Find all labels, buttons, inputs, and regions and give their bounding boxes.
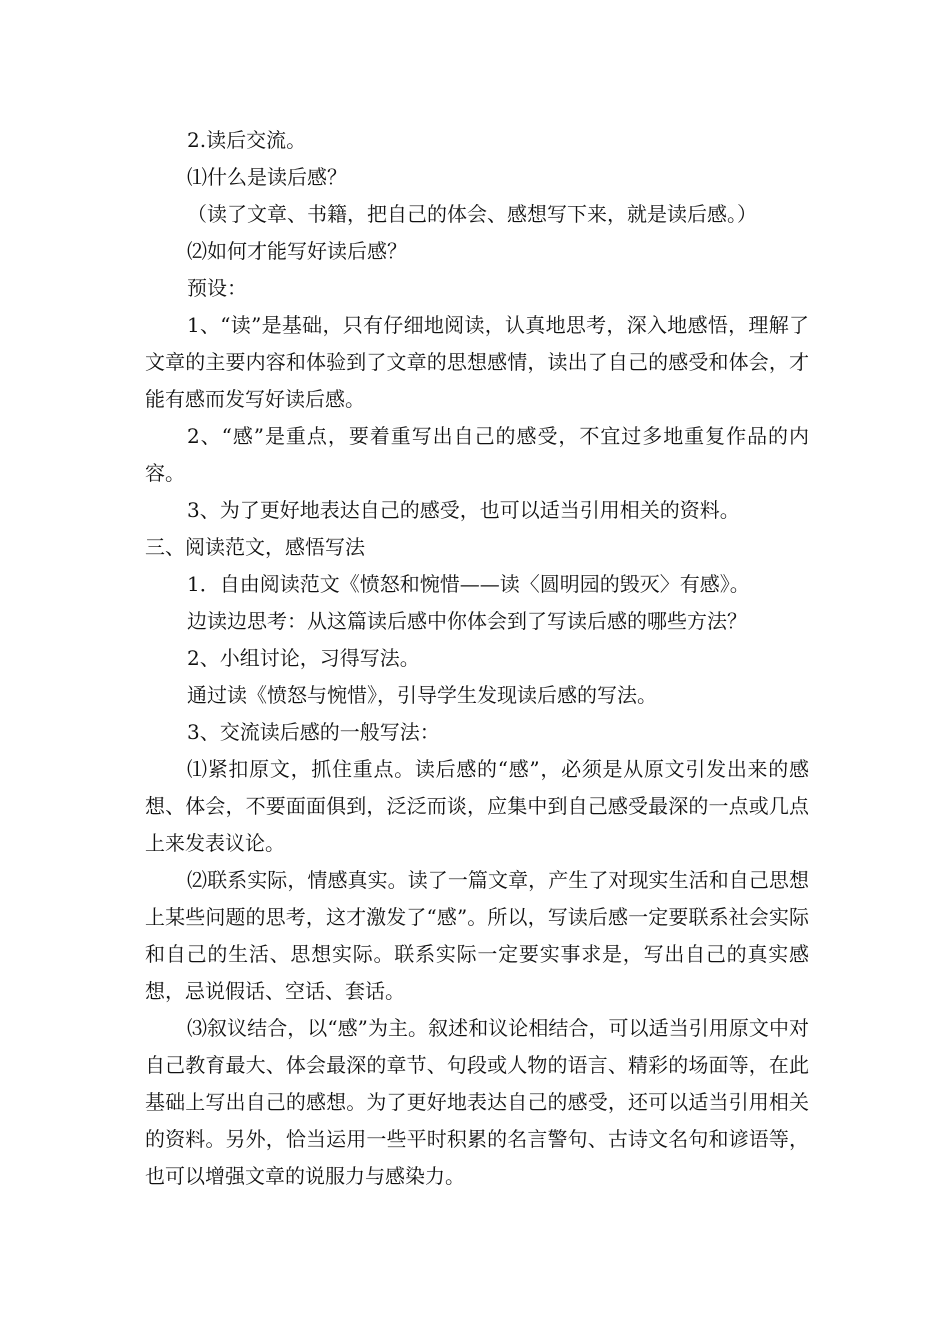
- paragraph: ⑵联系实际，情感真实。读了一篇文章，产生了对现实生活和自己思想上某些问题的思考，这才激发了“感”。所以，写读后感一定要联系社会实际和自己的生活、思想实际。联系实际一定要实事求是，写出自己的真实感想，忌说假话、空话、套话。: [145, 868, 809, 1003]
- paragraph: 通过读《愤怒与惋惜》，引导学生发现读后感的写法。: [187, 683, 657, 707]
- document-body: [145, 122, 809, 1195]
- paragraph: ⑴紧扣原文，抓住重点。读后感的“感”，必须是从原文引发出来的感想、体会，不要面面俱到，泛泛而谈，应集中到自己感受最深的一点或几点上来发表议论。: [145, 757, 809, 855]
- paragraph: （读了文章、书籍，把自己的体会、感想写下来，就是读后感。）: [187, 202, 757, 226]
- paragraph: 2.读后交流。: [187, 128, 307, 152]
- paragraph: 1、“读”是基础，只有仔细地阅读，认真地思考，深入地感悟，理解了文章的主要内容和体验到了文章的思想感情，读出了自己的感受和体会，才能有感而发写好读后感。: [145, 313, 809, 411]
- section-heading: 三、阅读范文，感悟写法: [145, 535, 365, 559]
- paragraph: 边读边思考：从这篇读后感中你体会到了写读后感的哪些方法？: [187, 609, 747, 633]
- paragraph: 预设：: [187, 276, 247, 300]
- paragraph: 2、小组讨论，习得写法。: [187, 646, 420, 670]
- paragraph: 1．自由阅读范文《愤怒和惋惜——读〈圆明园的毁灭〉有感》。: [187, 572, 750, 596]
- paragraph: ⑵如何才能写好读后感？: [187, 239, 407, 263]
- paragraph: ⑶叙议结合，以“感”为主。叙述和议论相结合，可以适当引用原文中对自己教育最大、体会最深的章节、句段或人物的语言、精彩的场面等，在此基础上写出自己的感想。为了更好地表达自己的感受，还可以适当引用相关的资料。另外，恰当运用一些平时积累的名言警句、古诗文名句和谚语等，也可以增强文章的说服力与感染力。: [145, 1016, 809, 1188]
- paragraph: ⑴什么是读后感？: [187, 165, 347, 189]
- paragraph: 3、为了更好地表达自己的感受，也可以适当引用相关的资料。: [187, 498, 740, 522]
- paragraph: 3、交流读后感的一般写法：: [187, 720, 440, 744]
- paragraph: 2、“感”是重点，要着重写出自己的感受，不宜过多地重复作品的内容。: [145, 424, 809, 485]
